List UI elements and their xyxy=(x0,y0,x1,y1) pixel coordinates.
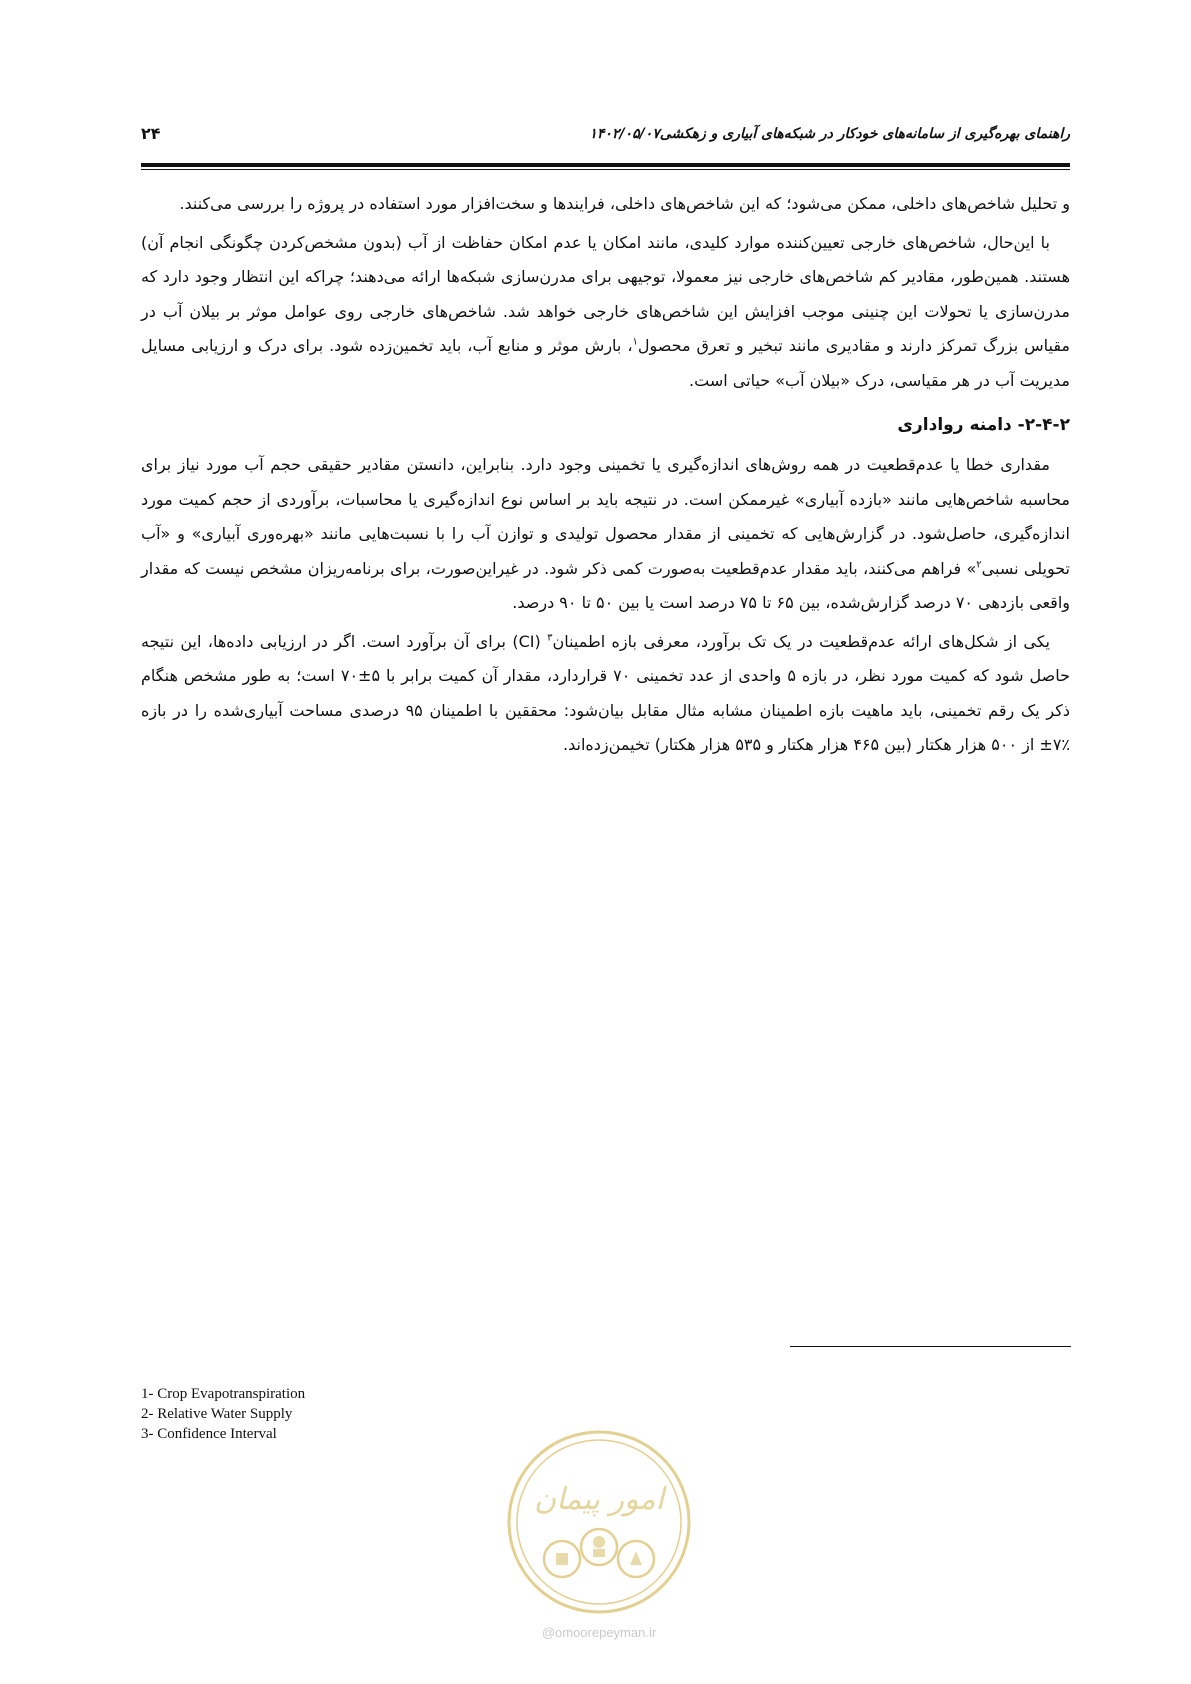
header-date: ۱۴۰۲/۰۵/۰۷ xyxy=(589,126,660,142)
paragraph-3-text-a: مقداری خطا یا عدم‌قطعیت در همه روش‌های اندازه‌گیری یا تخمینی وجود دارد. بنابراین، دانستن مقادیر حقیقی حجم آب مورد نیاز برای محاسبه شاخص‌هایی مانند «بازده آبیاری» غیرممکن است. در نتیجه باید بر اساس نوع اندازه‌گیری یا محاسبات، برآوردی از حجم کمیت مورد اندازه‌گیری، حاصل‌شود. در گزارش‌هایی که تخمینی از مقدار محصول تولیدی و توازن آب را با نسبت‌هایی مانند «بهره‌وری آبیاری» و «آب تحویلی نسبی xyxy=(141,455,1071,578)
footnote-1: 1- Crop Evapotranspiration xyxy=(141,1386,306,1402)
running-title xyxy=(567,126,1070,142)
footnote-3: 3- Confidence Interval xyxy=(141,1426,277,1442)
paragraph-2-text-a: با این‌حال، شاخص‌های خارجی تعیین‌کننده موارد کلیدی، مانند امکان یا عدم امکان حفاظت از آب (بدون مشخص‌کردن چگونگی انجام آن) هستند. همین‌طور، مقادیر کم شاخص‌های خارجی نیز معمولا، توجیهی برای مدرن‌سازی شبکه‌ها ارائه می‌دهند؛ چراکه این انتظار وجود دارد که مدرن‌سازی یا تحولات این چنینی موجب افزایش این شاخص‌های خارجی خواهد شد. شاخص‌های خارجی روی عوامل موثر بر بیلان آب در مقیاس بزرگ تمرکز دارند و مقادیری مانند تبخیر و تعرق محصول xyxy=(141,232,1070,355)
paragraph-4-text-b: (CI) برای آن برآورد است. اگر در ارزیابی داده‌ها، این نتیجه حاصل شود که کمیت مورد نظر، در بازه ۵ واحدی از عدد تخمینی ۷۰ قراردارد، مقدار آن کمیت برابر با ۵±۷۰ است؛ به طور مشخص هنگام ذکر یک رقم تخمینی، باید ماهیت بازه اطمینان مشابه مثال مقابل بیان‌شود: محققین با اطمینان ۹۵ درصدی مساحت آبیاری‌شده را در بازه ٪۷± از ۵۰۰ هزار هکتار (بین ۴۶۵ هزار هکتار و ۵۳۵ هزار هکتار) تخیمن‌زده‌اند. xyxy=(141,631,1070,754)
footnote-ref-1: ۱ xyxy=(632,336,638,348)
header-rule-thick xyxy=(141,163,1070,167)
watermark-url: @omoorepeyman.ir xyxy=(541,1625,657,1640)
section-heading: ۲-۴-۲- دامنه رواداری xyxy=(897,415,1070,435)
watermark-logo-icon xyxy=(504,1427,694,1617)
footnote-ref-2: ۲ xyxy=(976,559,982,571)
header-rule-thin xyxy=(141,169,1070,170)
header-title: راهنمای بهره‌گیری از سامانه‌های خودکار در شبکه‌های آبیاری و زهکشی xyxy=(659,126,1070,142)
footnote-separator xyxy=(790,1346,1071,1347)
body-text xyxy=(141,187,1070,767)
paragraph-3-text-b: » فراهم می‌کنند، باید مقدار عدم‌قطعیت به‌صورت کمی ذکر شود. در غیراین‌صورت، برای برنامه‌ریزان مشخص نیست که مقدار واقعی بازدهی ۷۰ درصد گزارش‌شده، بین ۶۵ تا ۷۵ درصد است یا بین ۵۰ تا ۹۰ درصد. xyxy=(141,558,1070,612)
footnote-ref-3: ۳ xyxy=(547,632,553,644)
paragraph-1: و تحلیل شاخص‌های داخلی، ممکن می‌شود؛ که این شاخص‌های داخلی، فرایندها و سخت‌افزار مورد استفاده در پروژه را بررسی می‌کنند. xyxy=(179,194,1070,213)
footnotes xyxy=(141,1384,305,1444)
page-header xyxy=(141,126,1070,162)
watermark-logo-text: امور پیمان xyxy=(534,1482,664,1517)
footnote-2: 2- Relative Water Supply xyxy=(141,1406,293,1422)
paragraph-2-text-b: ، بارش موثر و منابع آب، باید تخمین‌زده شود. برای درک و ارزیابی مسایل مدیریت آب در هر مقیاسی، درک «بیلان آب» حیاتی است. xyxy=(141,336,1070,390)
paragraph-4 xyxy=(141,625,1070,763)
paragraph-3 xyxy=(141,448,1070,621)
paragraph-2 xyxy=(141,226,1070,399)
paragraph-4-text-a: یکی از شکل‌های ارائه عدم‌قطعیت در یک تک برآورد، معرفی بازه اطمینان xyxy=(552,631,1051,651)
page-number: ۲۴ xyxy=(141,124,161,143)
